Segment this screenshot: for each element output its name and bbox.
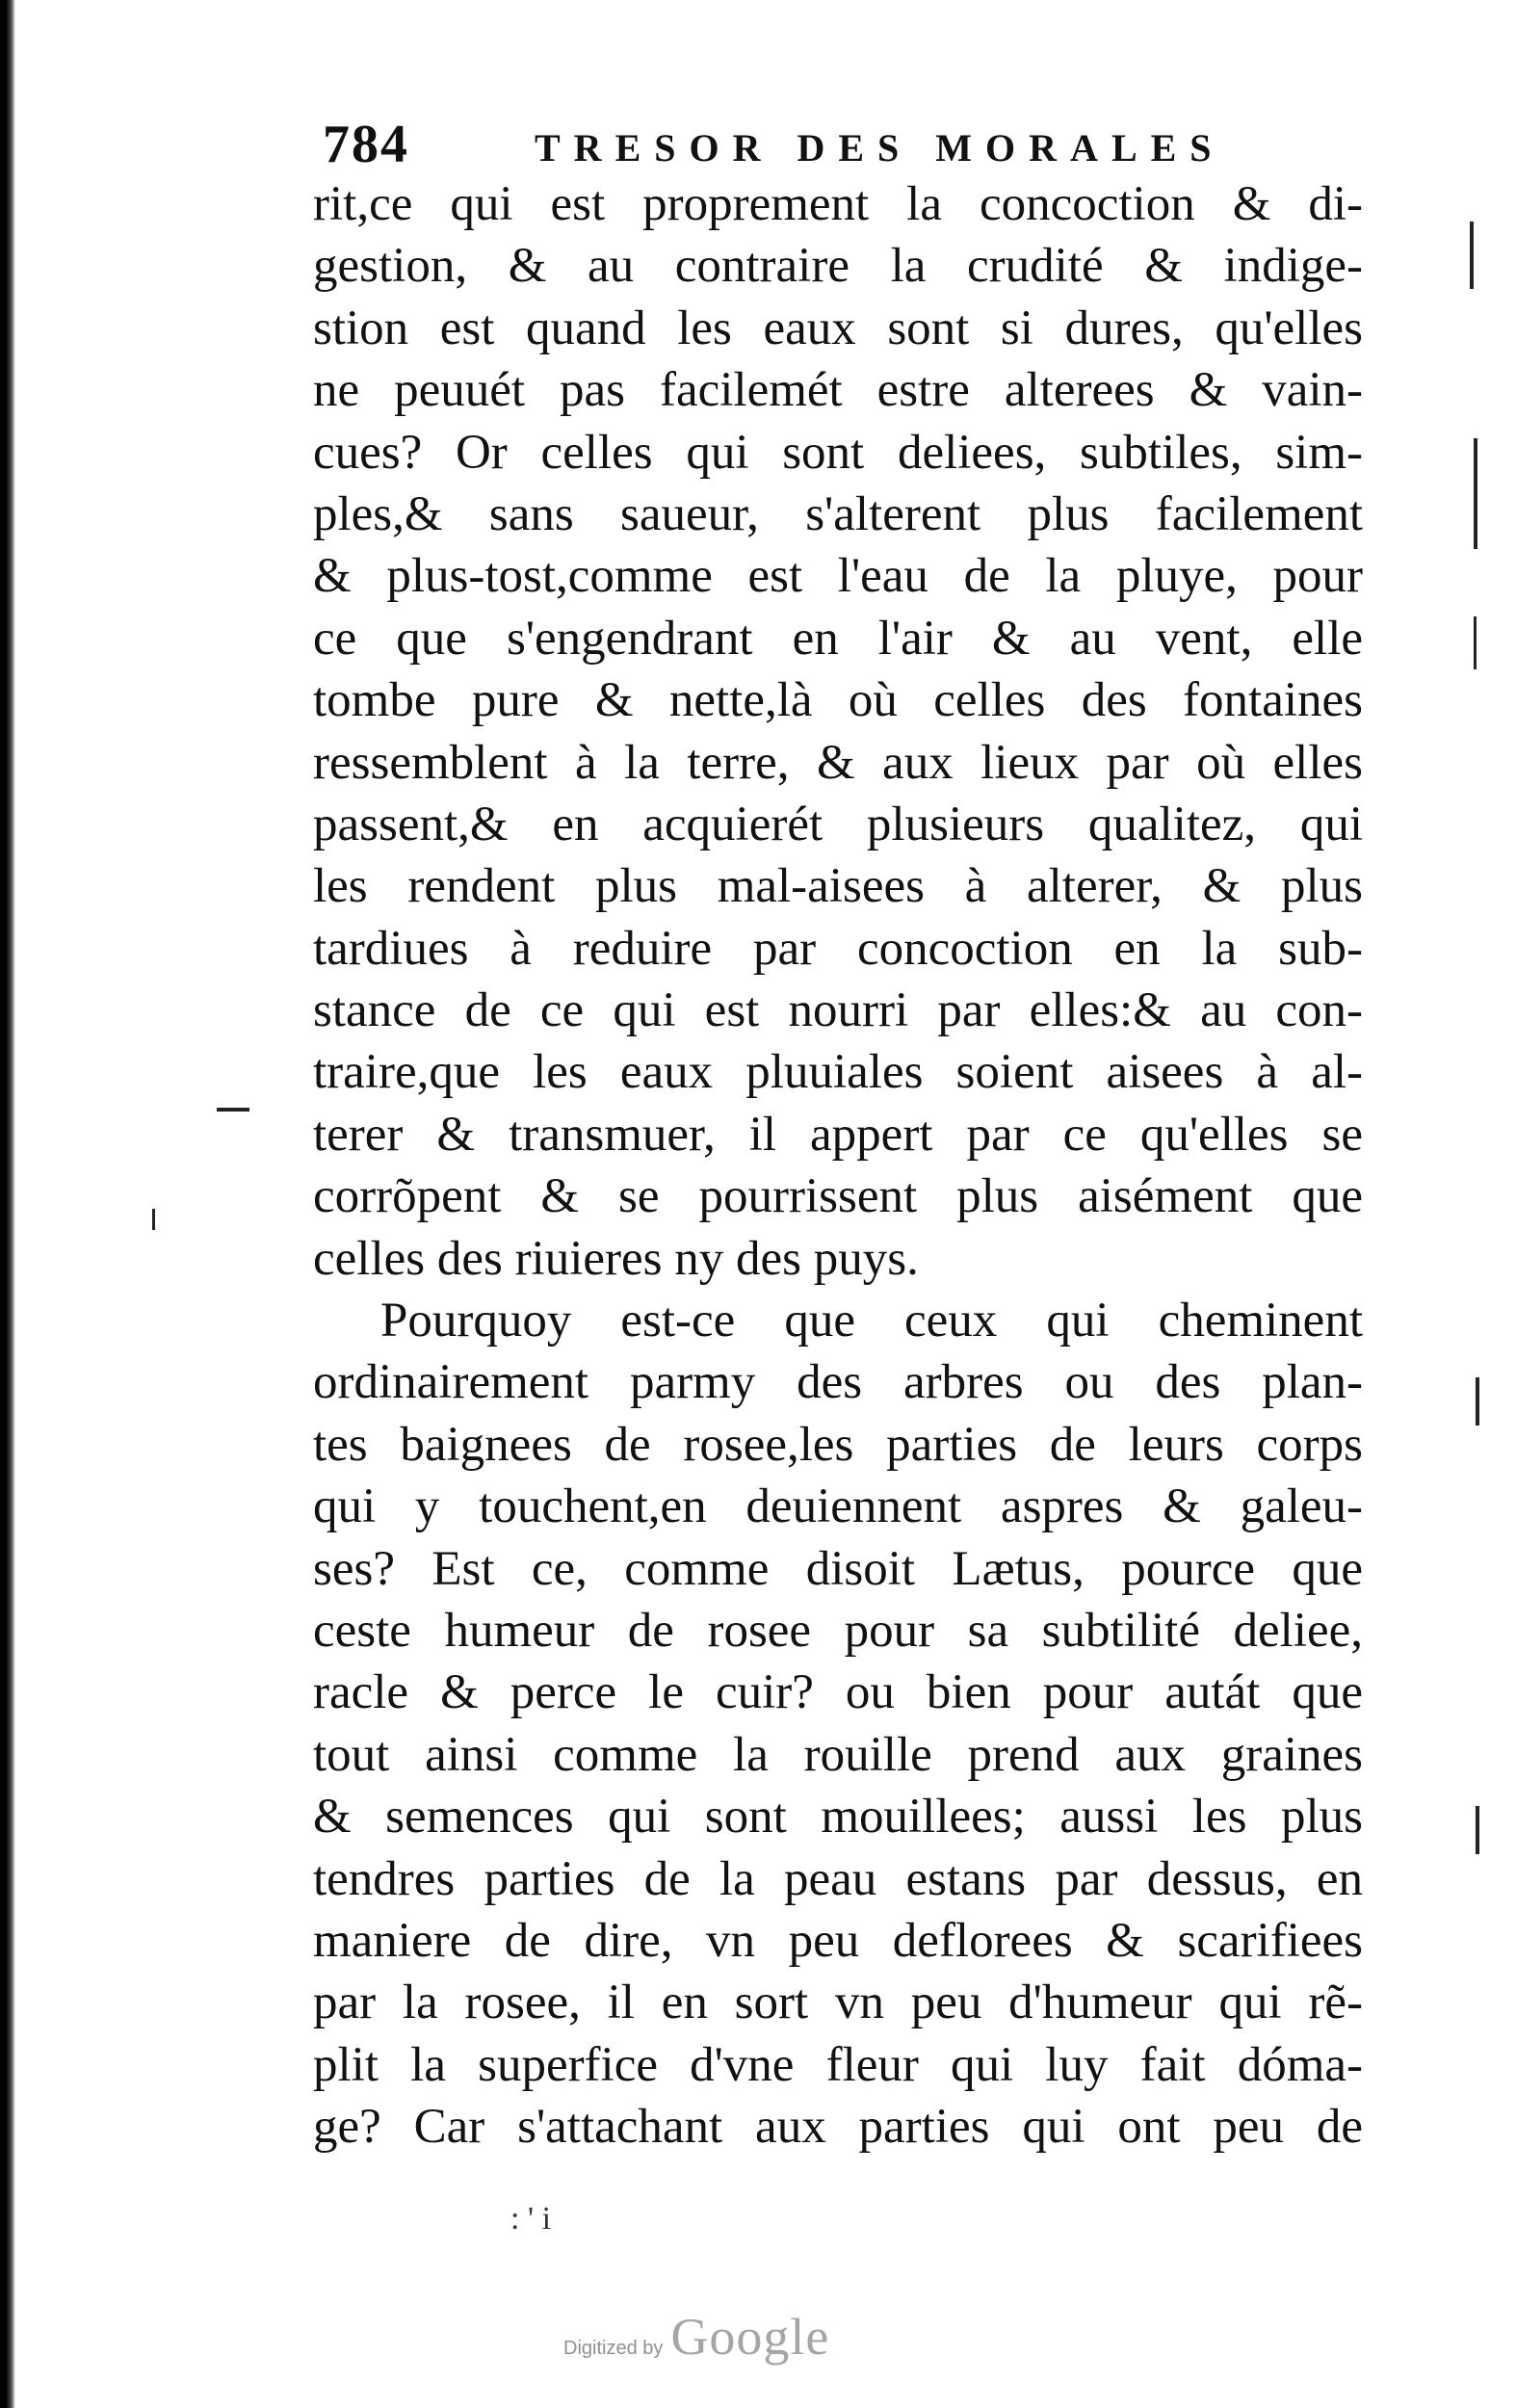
text-line: ne peuuét pas facilemét estre alterees & vain-: [313, 363, 1363, 418]
stray-marks: : ' i: [510, 2201, 552, 2237]
text-line: cues? Or celles qui sont deliees, subtiles, sim-: [313, 425, 1363, 480]
margin-mark: [1476, 1806, 1479, 1854]
text-line: & semences qui sont mouillees; aussi les plus: [313, 1790, 1363, 1845]
page-number: 784: [323, 115, 409, 174]
margin-mark: [217, 1108, 249, 1112]
text-line: ses? Est ce, comme disoit Lætus, pource que: [313, 1541, 1363, 1596]
digitization-watermark: [563, 2307, 829, 2367]
text-line: terer & transmuer, il appert par ce qu'elles se: [313, 1107, 1363, 1162]
text-line: traire,que les eaux pluuiales soient aisees à al-: [313, 1045, 1363, 1100]
text-line: ples,& sans saueur, s'alterent plus facilement: [313, 486, 1363, 541]
text-line: maniere de dire, vn peu deflorees & scarifiees: [313, 1913, 1363, 1968]
running-head: TRESOR DES MORALES: [535, 126, 1225, 170]
text-line: tardiues à reduire par concoction en la sub-: [313, 921, 1363, 976]
text-line: ordinairement parmy des arbres ou des plan-: [313, 1355, 1363, 1410]
text-line: tombe pure & nette,là où celles des fontaines: [313, 673, 1363, 728]
text-line: tout ainsi comme la rouille prend aux graines: [313, 1727, 1363, 1782]
text-line: ce que s'engendrant en l'air & au vent, elle: [313, 611, 1363, 666]
margin-mark: [1470, 222, 1474, 289]
text-line: passent,& en acquierét plusieurs qualitez, qui: [313, 797, 1363, 851]
text-line: & plus-tost,comme est l'eau de la pluye, pour: [313, 549, 1363, 604]
text-line: gestion, & au contraire la crudité & indige-: [313, 239, 1363, 294]
text-line: tes baignees de rosee,les parties de leurs corps: [313, 1417, 1363, 1472]
binding-edge: [0, 0, 15, 2408]
text-line: ge? Car s'attachant aux parties qui ont peu de: [313, 2100, 1363, 2155]
body-text: [313, 173, 1363, 2159]
text-line: stance de ce qui est nourri par elles:& au con-: [313, 983, 1363, 1038]
text-line: tendres parties de la peau estans par dessus, en: [313, 1851, 1363, 1906]
text-line: stion est quand les eaux sont si dures, qu'elles: [313, 301, 1363, 355]
text-line: celles des riuieres ny des puys.: [313, 1231, 919, 1286]
text-line: rit,ce qui est proprement la concoction & di-: [313, 177, 1363, 231]
margin-mark: [1476, 1377, 1479, 1426]
text-line: ressemblent à la terre, & aux lieux par où elles: [313, 735, 1363, 790]
text-line: qui y touchent,en deuiennent aspres & galeu-: [313, 1479, 1363, 1534]
text-line: corrõpent & se pourrissent plus aisément que: [313, 1169, 1363, 1224]
digitized-by-label: Digitized by: [563, 2338, 664, 2359]
text-line: les rendent plus mal-aisees à alterer, & plus: [313, 859, 1363, 914]
text-line: ceste humeur de rosee pour sa subtilité deliee,: [313, 1603, 1363, 1658]
text-line: racle & perce le cuir? ou bien pour autát que: [313, 1665, 1363, 1720]
text-line: par la rosee, il en sort vn peu d'humeur qui rẽ-: [313, 1976, 1363, 2030]
text-line: plit la superfice d'vne fleur qui luy fait dóma-: [313, 2037, 1363, 2092]
margin-mark: [1474, 438, 1477, 549]
margin-mark: [1474, 616, 1477, 669]
paragraph-start-line: Pourquoy est-ce que ceux qui cheminent: [380, 1294, 1363, 1348]
margin-mark: [152, 1209, 155, 1230]
google-logo: Google: [670, 2308, 830, 2366]
